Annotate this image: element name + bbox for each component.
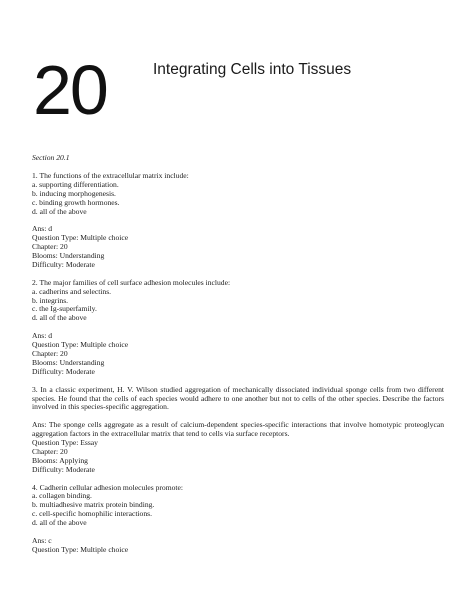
question-type: Question Type: Essay	[32, 438, 98, 448]
answer-option: a. cadherins and selectins.	[32, 286, 112, 296]
chapter-title: Integrating Cells into Tissues	[153, 61, 352, 78]
answer-option: a. collagen binding.	[32, 491, 92, 501]
difficulty: Difficulty: Moderate	[32, 464, 95, 474]
answer-option: a. supporting differentiation.	[32, 179, 119, 189]
question-block	[32, 172, 444, 270]
essay-answer: Ans: The sponge cells aggregate as a result of calcium-dependent species-specific interactions that involve homotypic proteoglycan aggregation factors in the extracellular matrix that tend to cells via surface receptors.	[32, 420, 444, 439]
answer-option: c. binding growth hormones.	[32, 197, 120, 207]
answer-key: Ans: d	[32, 224, 53, 234]
chapter-number: 20	[33, 51, 107, 129]
answer-option: d. all of the above	[32, 313, 87, 323]
chapter-label: Chapter: 20	[32, 348, 68, 358]
question-block	[32, 386, 444, 475]
answer-option: c. the Ig-superfamily.	[32, 304, 97, 314]
difficulty: Difficulty: Moderate	[32, 366, 95, 376]
answer-option: b. multiadhesive matrix protein binding.	[32, 500, 155, 510]
answer-option: b. inducing morphogenesis.	[32, 188, 116, 198]
question-block	[32, 484, 444, 555]
answer-key: Ans: d	[32, 331, 53, 341]
blooms-level: Blooms: Applying	[32, 455, 88, 465]
document-body	[32, 154, 444, 555]
question-text: 3. In a classic experiment, H. V. Wilson studied aggregation of mechanically dissociated individual sponge cells from two different species. He found that the cells of each species would adhere to one another but not to cells of the other species. Describe the factors involved in this species-specific aggregation.	[32, 384, 444, 412]
question-text: 1. The functions of the extracellular matrix include:	[32, 170, 189, 180]
blooms-level: Blooms: Understanding	[32, 251, 105, 261]
answer-option: d. all of the above	[32, 518, 87, 528]
question-type: Question Type: Multiple choice	[32, 544, 129, 554]
answer-option: b. integrins.	[32, 295, 69, 305]
question-type: Question Type: Multiple choice	[32, 340, 129, 350]
question-type: Question Type: Multiple choice	[32, 233, 129, 243]
answer-option: c. cell-specific homophilic interactions.	[32, 509, 152, 519]
question-text: 4. Cadherin cellular adhesion molecules promote:	[32, 482, 183, 492]
difficulty: Difficulty: Moderate	[32, 259, 95, 269]
chapter-label: Chapter: 20	[32, 446, 68, 456]
section-heading: Section 20.1	[32, 153, 70, 162]
chapter-label: Chapter: 20	[32, 242, 68, 252]
answer-key: Ans: c	[32, 535, 52, 545]
question-text: 2. The major families of cell surface adhesion molecules include:	[32, 277, 231, 287]
blooms-level: Blooms: Understanding	[32, 357, 105, 367]
answer-option: d. all of the above	[32, 206, 87, 216]
question-block	[32, 279, 444, 377]
